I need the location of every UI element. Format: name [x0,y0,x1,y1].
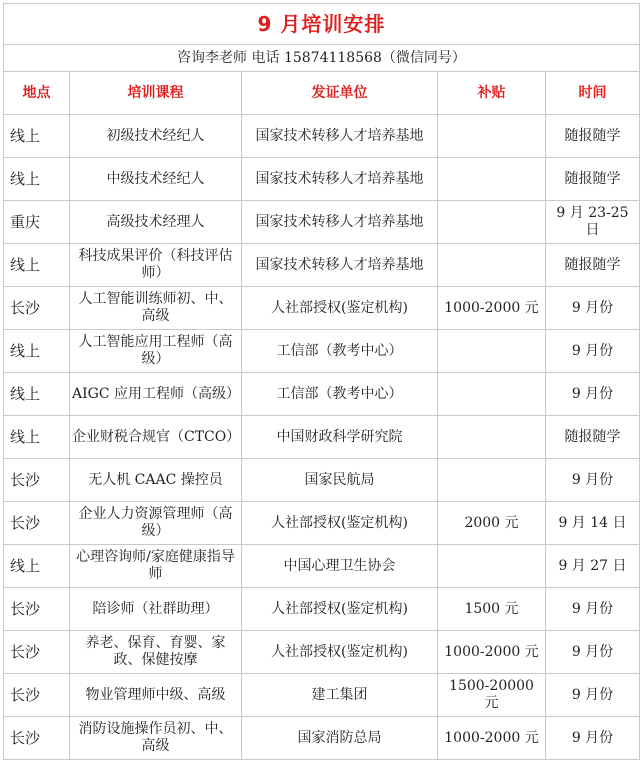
issuer-cell: 国家技术转移人才培养基地 [242,201,438,244]
table-row [4,201,640,244]
time-cell: 随报随学 [546,115,640,158]
location-cell: 线上 [4,373,70,416]
course-cell: 初级技术经纪人 [70,115,242,158]
location-cell: 线上 [4,158,70,201]
course-cell: 心理咨询师/家庭健康指导师 [70,545,242,588]
location-cell: 长沙 [4,459,70,502]
course-cell: 人工智能应用工程师（高级） [70,330,242,373]
header-time: 时间 [546,72,640,115]
course-cell: 消防设施操作员初、中、高级 [70,717,242,760]
course-cell: 高级技术经理人 [70,201,242,244]
table-row [4,373,640,416]
table-row [4,158,640,201]
header-issuer: 发证单位 [242,72,438,115]
location-cell: 线上 [4,115,70,158]
header-location: 地点 [4,72,70,115]
location-cell: 线上 [4,545,70,588]
issuer-cell: 国家消防总局 [242,717,438,760]
table-row [4,545,640,588]
table-row [4,674,640,717]
issuer-cell: 人社部授权(鉴定机构) [242,588,438,631]
location-cell: 长沙 [4,287,70,330]
subsidy-cell [438,201,546,244]
table-row [4,502,640,545]
time-cell: 9 月份 [546,287,640,330]
subsidy-cell [438,244,546,287]
header-course: 培训课程 [70,72,242,115]
course-cell: 科技成果评价（科技评估师） [70,244,242,287]
time-cell: 9 月 23-25 日 [546,201,640,244]
subsidy-cell: 1500 元 [438,588,546,631]
time-cell: 9 月份 [546,588,640,631]
time-cell: 随报随学 [546,158,640,201]
subsidy-cell [438,158,546,201]
course-cell: 企业人力资源管理师（高级） [70,502,242,545]
table-row [4,244,640,287]
subsidy-cell: 1000-2000 元 [438,717,546,760]
subsidy-cell: 1500-20000 元 [438,674,546,717]
time-cell: 9 月份 [546,674,640,717]
issuer-cell: 人社部授权(鉴定机构) [242,631,438,674]
table-row [4,459,640,502]
issuer-cell: 中国财政科学研究院 [242,416,438,459]
training-schedule-table [3,3,640,760]
table-row [4,416,640,459]
issuer-cell: 国家民航局 [242,459,438,502]
subsidy-cell [438,330,546,373]
subsidy-cell [438,545,546,588]
time-cell: 9 月份 [546,330,640,373]
location-cell: 长沙 [4,717,70,760]
subsidy-cell [438,459,546,502]
issuer-cell: 人社部授权(鉴定机构) [242,502,438,545]
course-cell: 中级技术经纪人 [70,158,242,201]
course-cell: AIGC 应用工程师（高级） [70,373,242,416]
contact-row [4,45,640,72]
location-cell: 线上 [4,330,70,373]
issuer-cell: 中国心理卫生协会 [242,545,438,588]
time-cell: 9 月 27 日 [546,545,640,588]
issuer-cell: 工信部（教考中心） [242,373,438,416]
location-cell: 长沙 [4,674,70,717]
time-cell: 9 月份 [546,631,640,674]
contact-info: 咨询李老师 电话 15874118568（微信同号） [4,45,640,72]
issuer-cell: 工信部（教考中心） [242,330,438,373]
page-title: 9 月培训安排 [4,4,640,45]
header-row [4,72,640,115]
issuer-cell: 国家技术转移人才培养基地 [242,158,438,201]
table-row [4,330,640,373]
subsidy-cell: 1000-2000 元 [438,631,546,674]
location-cell: 线上 [4,244,70,287]
subsidy-cell [438,373,546,416]
location-cell: 长沙 [4,588,70,631]
table-row [4,588,640,631]
course-cell: 物业管理师中级、高级 [70,674,242,717]
course-cell: 养老、保育、育婴、家政、保健按摩 [70,631,242,674]
location-cell: 长沙 [4,502,70,545]
issuer-cell: 国家技术转移人才培养基地 [242,244,438,287]
location-cell: 线上 [4,416,70,459]
subsidy-cell [438,115,546,158]
time-cell: 9 月份 [546,717,640,760]
course-cell: 无人机 CAAC 操控员 [70,459,242,502]
table-row [4,115,640,158]
time-cell: 9 月份 [546,459,640,502]
course-cell: 人工智能训练师初、中、高级 [70,287,242,330]
table-row [4,287,640,330]
table-row [4,631,640,674]
header-subsidy: 补贴 [438,72,546,115]
subsidy-cell: 2000 元 [438,502,546,545]
subsidy-cell: 1000-2000 元 [438,287,546,330]
location-cell: 重庆 [4,201,70,244]
issuer-cell: 建工集团 [242,674,438,717]
course-cell: 陪诊师（社群助理） [70,588,242,631]
issuer-cell: 国家技术转移人才培养基地 [242,115,438,158]
location-cell: 长沙 [4,631,70,674]
time-cell: 随报随学 [546,416,640,459]
table-row [4,717,640,760]
time-cell: 9 月份 [546,373,640,416]
course-cell: 企业财税合规官（CTCO） [70,416,242,459]
issuer-cell: 人社部授权(鉴定机构) [242,287,438,330]
title-row [4,4,640,45]
subsidy-cell [438,416,546,459]
time-cell: 随报随学 [546,244,640,287]
time-cell: 9 月 14 日 [546,502,640,545]
